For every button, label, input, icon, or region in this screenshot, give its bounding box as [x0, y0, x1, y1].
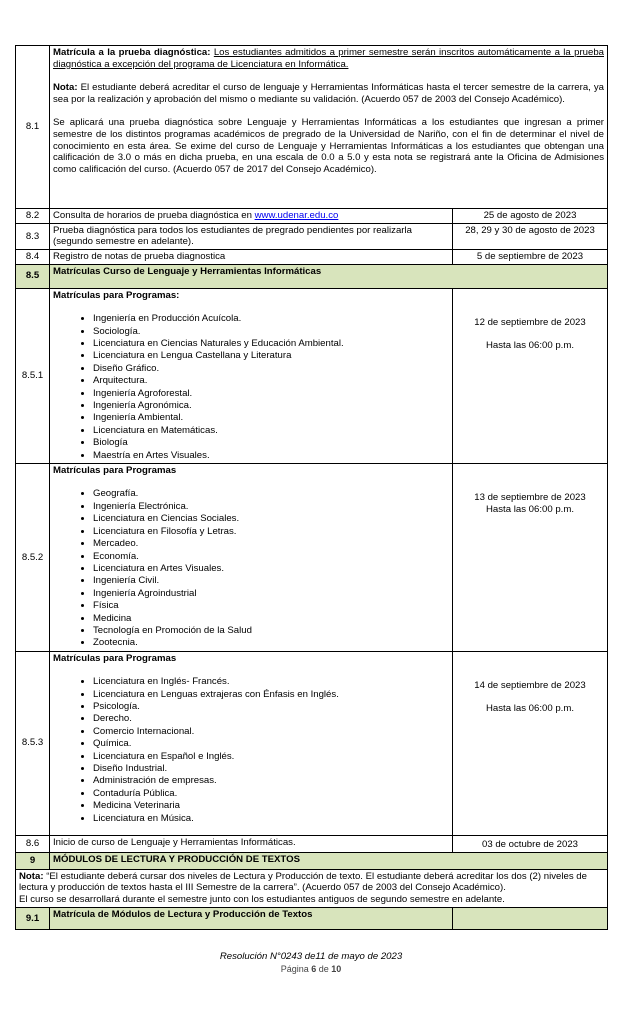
program-item: • Medicina Veterinaria: [93, 800, 449, 812]
program-item: • Licenciatura en Español e Inglés.: [93, 751, 449, 763]
row-text: Matrículas Curso de Lenguaje y Herramientas Informáticas: [50, 264, 608, 288]
udenar-link[interactable]: www.udenar.edu.co: [254, 210, 339, 221]
row-date: 12 de septiembre de 2023: [474, 316, 586, 328]
row-8-2: [16, 209, 608, 224]
row-title-text: Los estudiantes admitidos a primer semestre serán inscritos automáticamente a la prueba diagnóstica a excepción del programa de Licenciatura en Informática.: [53, 47, 604, 70]
program-item: • Arquitectura.: [93, 375, 449, 387]
program-item: • Ingeniería Agronómica.: [93, 400, 449, 412]
row-date: 03 de octubre de 2023: [453, 835, 608, 852]
page-number: 6: [311, 964, 317, 974]
page-total: 10: [331, 964, 342, 974]
program-item: • Comercio Internacional.: [93, 726, 449, 738]
note-text-2: El curso se desarrollará durante el semestre junto con los estudiantes antiguos de segundo semestre en adelante.: [19, 894, 505, 906]
program-item: • Licenciatura en Ciencias Naturales y Educación Ambiental.: [93, 338, 449, 350]
page-of: de: [318, 964, 329, 974]
row-date-empty: [453, 907, 608, 929]
row-8-3: [16, 223, 608, 249]
schedule-table: [15, 45, 608, 930]
footer-resolution: Resolución N°0243 de11 de mayo de 2023: [219, 951, 403, 962]
programs-title: Matrículas para Programas: [53, 652, 177, 664]
note-label: Nota:: [19, 870, 44, 882]
row-9-note: [16, 869, 608, 907]
row-number: 8.5.3: [16, 651, 50, 835]
description-paragraph: Se aplicará una prueba diagnóstica sobre Lenguaje y Herramientas Informáticas a los estudiantes que ingresan a primer semestre de los distintos programas académicos de pregrado de la Universidad de Nariño, con el fin de determinar el nivel de conocimiento en esta área. Se exime del curso de Lenguaje y Herramientas Informáticas a los estudiantes que obtengan una calificación de 3.0 o más en dicha prueba, en una escala de 0.0 a 5.0 y esta nota se registrará ante la Oficina de Admisiones como calificación del curso. (Acuerdo 057 de 2017 del Consejo Académico).: [53, 117, 604, 175]
programs-title: Matrículas para Programas:: [53, 289, 180, 301]
program-item: • Licenciatura en Matemáticas.: [93, 425, 449, 437]
row-number: 8.5.1: [16, 288, 50, 463]
program-item: • Maestría en Artes Visuales.: [93, 450, 449, 462]
note-text: El estudiante deberá acreditar el curso de lenguaje y Herramientas Informáticas hasta el tercer semestre de la carrera, ya sea por la realización y aprobación del mismo o mediante su validación. (Acuerdo 057 de 2003 del Consejo Académico).: [53, 82, 605, 105]
row-number: 8.5: [16, 264, 50, 288]
program-item: • Medicina: [93, 613, 449, 625]
programs-list: [53, 488, 449, 649]
row-number: 9: [16, 852, 50, 869]
program-item: • Licenciatura en Música.: [93, 813, 449, 825]
program-item: • Zootecnia.: [93, 637, 449, 649]
program-item: • Ingeniería en Producción Acuícola.: [93, 313, 449, 325]
row-8-1: 8.1 Matrícula a la prueba diagnóstica: Los estudiantes admitidos a primer semestre serán inscritos automáticamente a la prueba diagnóstica a excepción del programa de Licenciatura en Informática. Nota: El estudiante deberá acreditar el curso de lenguaje y Herramientas Informáticas hasta el tercer semestre de la carrera, ya sea por la realización y aprobación del mismo o mediante su validación. (Acuerdo 057 de 2003 del Consejo Académico). Se aplicará una prueba diagnóstica sobre Lenguaje y Herramientas Informáticas a los estudiantes que ingresan a primer semestre de los distintos programas académicos de pregrado de la Universidad de Nariño, con el fin de determinar el nivel de conocimiento en esta área. Se exime del curso de Lenguaje y Herramientas Informáticas a los estudiantes que obtengan una calificación de 3.0 o más en dicha prueba, en una escala de 0.0 a 5.0 y esta nota se registrará ante la Oficina de Admisiones como calificación del curso. (Acuerdo 057 de 2017 del Consejo Académico).: [16, 46, 608, 209]
program-item: • Derecho.: [93, 713, 449, 725]
programs-list: [53, 313, 449, 462]
program-item: • Química.: [93, 738, 449, 750]
programs-list: [53, 676, 449, 825]
row-title: Matrícula a la prueba diagnóstica: [53, 47, 208, 58]
row-9-1: [16, 907, 608, 929]
program-item: • Tecnología en Promoción de la Salud: [93, 625, 449, 637]
program-item: • Licenciatura en Lengua Castellana y Literatura: [93, 350, 449, 362]
program-item: • Diseño Gráfico.: [93, 363, 449, 375]
program-item: • Ingeniería Ambiental.: [93, 412, 449, 424]
row-number: 8.6: [16, 835, 50, 852]
footer-page: [0, 964, 622, 974]
row-date: 28, 29 y 30 de agosto de 2023: [453, 223, 608, 249]
row-time: Hasta las 06:00 p.m.: [486, 503, 574, 515]
program-item: • Licenciatura en Ciencias Sociales.: [93, 513, 449, 525]
program-item: • Física: [93, 600, 449, 612]
row-date: 14 de septiembre de 2023: [474, 679, 586, 691]
row-8-5-1: [16, 288, 608, 463]
row-text: Registro de notas de prueba diagnostica: [50, 250, 453, 265]
row-time: Hasta las 06:00 p.m.: [486, 340, 574, 352]
note-text: “El estudiante deberá cursar dos niveles de Lectura y Producción de texto. El estudiante deberá acreditar los dos (2) niveles de lectura y producción de textos hasta el III Semestre de la carrera”. (Acuerdo 057 de 2003 del Consejo Académico).: [19, 870, 587, 894]
program-item: • Ingeniería Agroindustrial: [93, 588, 449, 600]
row-8-5-2: [16, 464, 608, 652]
row-text: Consulta de horarios de prueba diagnóstica en: [53, 210, 252, 221]
program-item: • Psicología.: [93, 701, 449, 713]
program-item: • Licenciatura en Inglés- Francés.: [93, 676, 449, 688]
row-number: 8.3: [16, 223, 50, 249]
row-date: 13 de septiembre de 2023: [474, 492, 586, 504]
program-item: • Contaduría Pública.: [93, 788, 449, 800]
page-prefix: Página: [280, 964, 309, 974]
row-text: MÓDULOS DE LECTURA Y PRODUCCIÓN DE TEXTOS: [50, 852, 608, 869]
row-number: 9.1: [16, 907, 50, 929]
programs-title: Matrículas para Programas: [53, 465, 177, 477]
row-8-6: [16, 835, 608, 852]
row-date: 25 de agosto de 2023: [453, 209, 608, 224]
row-time: Hasta las 06:00 p.m.: [486, 703, 574, 715]
program-item: • Economía.: [93, 551, 449, 563]
program-item: • Sociología.: [93, 326, 449, 338]
program-item: • Licenciatura en Lenguas extrajeras con Énfasis en Inglés.: [93, 689, 449, 701]
row-9-header: [16, 852, 608, 869]
program-item: • Ingeniería Civil.: [93, 575, 449, 587]
program-item: • Mercadeo.: [93, 538, 449, 550]
row-text: Matrícula de Módulos de Lectura y Producción de Textos: [50, 907, 453, 929]
program-item: • Ingeniería Electrónica.: [93, 501, 449, 513]
row-text: Prueba diagnóstica para todos los estudiantes de pregrado pendientes por realizarla (segundo semestre en adelante).: [50, 223, 453, 249]
program-item: • Administración de empresas.: [93, 775, 449, 787]
row-number: 8.4: [16, 250, 50, 265]
program-item: • Diseño Industrial.: [93, 763, 449, 775]
program-item: • Ingeniería Agroforestal.: [93, 388, 449, 400]
row-date: 5 de septiembre de 2023: [453, 250, 608, 265]
row-number: 8.1: [16, 46, 50, 209]
program-item: • Biología: [93, 437, 449, 449]
row-8-5-3: [16, 651, 608, 835]
row-text: Inicio de curso de Lenguaje y Herramientas Informáticas.: [50, 835, 453, 852]
program-item: • Licenciatura en Artes Visuales.: [93, 563, 449, 575]
row-number: 8.5.2: [16, 464, 50, 652]
row-number: 8.2: [16, 209, 50, 224]
note-label: Nota:: [53, 82, 78, 94]
row-8-4: [16, 250, 608, 265]
program-item: • Geografía.: [93, 488, 449, 500]
row-8-5-header: [16, 264, 608, 288]
program-item: • Licenciatura en Filosofía y Letras.: [93, 526, 449, 538]
